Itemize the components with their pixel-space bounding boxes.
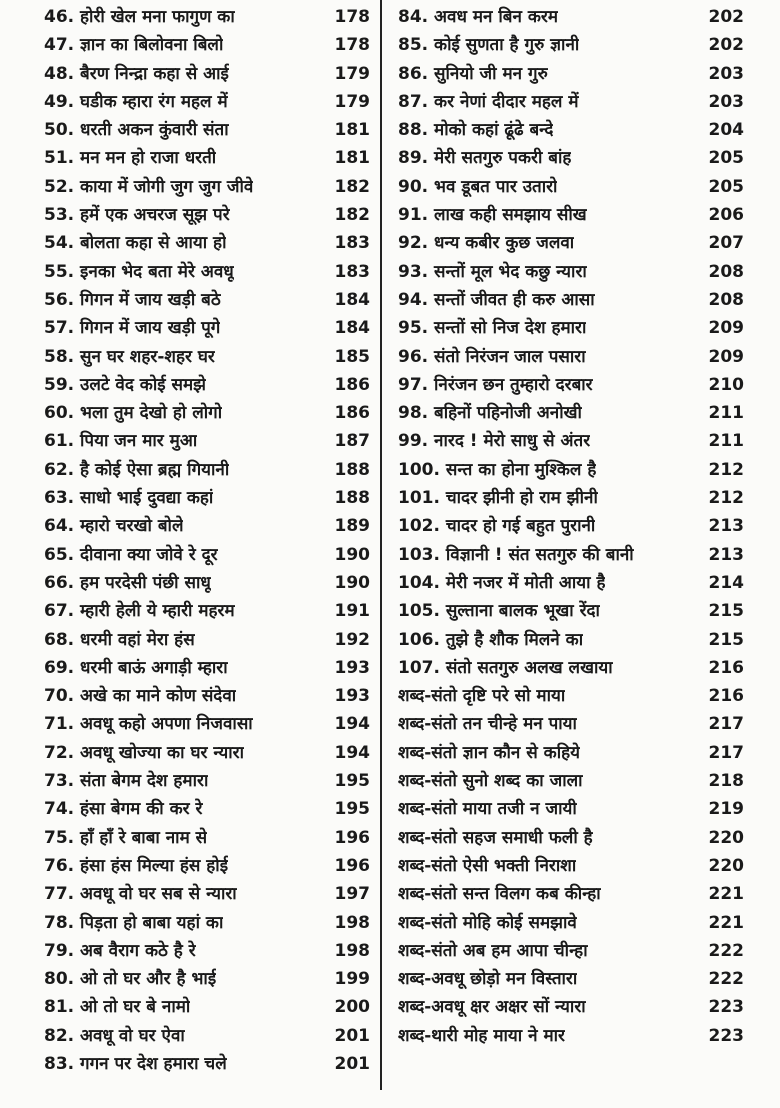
toc-entry-title: 99. नारद ! मेरो साधु से अंतर <box>398 431 591 452</box>
toc-entry-title: 65. दीवाना क्या जोवे रे दूर <box>44 544 218 565</box>
toc-entry-page: 214 <box>708 572 744 593</box>
toc-entry-title: 94. सन्तों जीवत ही करु आसा <box>398 289 595 310</box>
toc-entry-page: 183 <box>334 261 370 282</box>
toc-entry-page: 201 <box>334 1053 370 1074</box>
toc-entry-title: 105. सुल्ताना बालक भूखा रेंदा <box>398 601 600 622</box>
toc-entry-page: 186 <box>334 403 370 424</box>
toc-entry <box>398 569 744 597</box>
toc-entry-title: 102. चादर हो गई बहुत पुरानी <box>398 516 596 537</box>
toc-entry <box>44 824 370 852</box>
toc-entry <box>398 852 744 880</box>
toc-entry-title: 88. मोको कहां ढूंढे बन्दे <box>398 120 554 141</box>
toc-entry-title: 49. घडीक म्हारा रंग महल में <box>44 91 228 112</box>
toc-entry <box>44 399 370 427</box>
toc-entry-title: 58. सुन घर शहर-शहर घर <box>44 346 215 367</box>
toc-entry-title: 98. बहिनों पहिनोजी अनोखी <box>398 403 582 424</box>
toc-entry-title: 83. गगन पर देश हमारा चले <box>44 1053 227 1074</box>
toc-entry-page: 211 <box>708 403 744 424</box>
toc-entry-page: 190 <box>334 544 370 565</box>
toc-entry-title: शब्द-संतो अब हम आपा चीन्हा <box>398 940 588 961</box>
toc-entry-page: 205 <box>708 148 744 169</box>
toc-entry-title: 57. गिगन में जाय खड़ी पूगे <box>44 318 221 339</box>
toc-entry-page: 206 <box>708 205 744 226</box>
toc-entry-page: 222 <box>708 969 744 990</box>
toc-entry-title: 82. अवधू वो घर ऐवा <box>44 1025 185 1046</box>
toc-entry <box>398 597 744 625</box>
toc-entry-title: शब्द-अवधू छोड़ो मन विस्तारा <box>398 969 578 990</box>
toc-entry <box>398 116 744 144</box>
toc-entry-title: 75. हाँ हाँ रे बाबा नाम से <box>44 827 208 848</box>
toc-entry <box>398 965 744 993</box>
toc-entry <box>398 739 744 767</box>
toc-entry-page: 218 <box>708 771 744 792</box>
toc-entry-page: 221 <box>708 912 744 933</box>
toc-entry-page: 186 <box>334 374 370 395</box>
toc-entry-page: 184 <box>334 318 370 339</box>
toc-entry <box>44 88 370 116</box>
toc-entry-page: 221 <box>708 884 744 905</box>
toc-entry-page: 220 <box>708 827 744 848</box>
toc-entry <box>398 144 744 172</box>
toc-entry-title: 48. बैरण निन्द्रा कहा से आई <box>44 63 229 84</box>
toc-entry <box>398 484 744 512</box>
toc-entry-title: 107. संतो सतगुरु अलख लखाया <box>398 657 613 678</box>
toc-entry-title: शब्द-संतो सहज समाधी फली है <box>398 827 593 848</box>
toc-entry-title: 74. हंसा बेगम की कर रे <box>44 799 203 820</box>
toc-entry-page: 192 <box>334 629 370 650</box>
toc-entry-page: 202 <box>708 7 744 27</box>
toc-entry-page: 213 <box>708 516 744 537</box>
toc-entry-title: 47. ज्ञान का बिलोवना बिलो <box>44 35 224 56</box>
toc-entry <box>44 682 370 710</box>
toc-entry-title: 95. सन्तों सो निज देश हमारा <box>398 318 587 339</box>
toc-entry <box>44 3 370 31</box>
toc-entry-title: 77. अवधू वो घर सब से न्यारा <box>44 884 237 905</box>
toc-entry-title: 54. बोलता कहा से आया हो <box>44 233 227 254</box>
toc-entry <box>44 173 370 201</box>
toc-entry <box>398 88 744 116</box>
toc-entry <box>44 852 370 880</box>
toc-entry <box>44 456 370 484</box>
toc-entry-page: 195 <box>334 799 370 820</box>
toc-entry <box>398 60 744 88</box>
toc-entry <box>44 427 370 455</box>
toc-entry-page: 215 <box>708 601 744 622</box>
toc-entry <box>398 682 744 710</box>
toc-entry <box>398 286 744 314</box>
toc-entry <box>44 937 370 965</box>
toc-entry-page: 210 <box>708 374 744 395</box>
toc-entry <box>398 795 744 823</box>
toc-entry-page: 211 <box>708 431 744 452</box>
toc-entry-page: 178 <box>334 35 370 56</box>
toc-entry-page: 179 <box>334 63 370 84</box>
toc-entry-page: 187 <box>334 431 370 452</box>
toc-entry-page: 199 <box>334 969 370 990</box>
column-divider <box>380 0 382 1090</box>
toc-entry-title: 64. म्हारो चरखो बोले <box>44 516 184 537</box>
toc-entry-page: 184 <box>334 289 370 310</box>
toc-entry <box>398 258 744 286</box>
toc-entry <box>44 909 370 937</box>
toc-entry <box>398 3 744 31</box>
toc-entry-title: 52. काया में जोगी जुग जुग जीवे <box>44 176 254 197</box>
toc-entry <box>398 399 744 427</box>
toc-entry-title: 53. हमें एक अचरज सूझ परे <box>44 205 230 226</box>
toc-entry-title: 89. मेरी सतगुरु पकरी बांह <box>398 148 572 169</box>
toc-entry <box>44 739 370 767</box>
toc-entry-page: 208 <box>708 289 744 310</box>
toc-entry-title: 96. संतो निरंजन जाल पसारा <box>398 346 586 367</box>
toc-entry <box>398 880 744 908</box>
toc-entry <box>398 824 744 852</box>
toc-entry-title: 70. अखे का माने कोण संदेवा <box>44 686 237 707</box>
toc-entry <box>44 965 370 993</box>
toc-entry <box>44 229 370 257</box>
toc-entry-page: 190 <box>334 572 370 593</box>
toc-entry-page: 212 <box>708 459 744 480</box>
toc-entry-title: 97. निरंजन छन तुम्हारो दरबार <box>398 374 593 395</box>
toc-entry-title: 81. ओ तो घर बे नामो <box>44 997 191 1018</box>
toc-entry-page: 207 <box>708 233 744 254</box>
contents-left-column <box>44 3 370 1078</box>
toc-entry <box>44 767 370 795</box>
toc-entry-page: 209 <box>708 318 744 339</box>
toc-entry-title: 106. तुझे है शौक मिलने का <box>398 629 584 650</box>
toc-entry-title: 72. अवधू खोज्या का घर न्यारा <box>44 742 244 763</box>
toc-entry-page: 215 <box>708 629 744 650</box>
toc-entry-title: 71. अवधू कहो अपणा निजवासा <box>44 714 253 735</box>
toc-entry <box>398 427 744 455</box>
toc-entry-page: 194 <box>334 742 370 763</box>
toc-entry-page: 220 <box>708 855 744 876</box>
toc-entry <box>398 909 744 937</box>
toc-entry <box>44 116 370 144</box>
toc-entry-title: 80. ओ तो घर और है भाई <box>44 969 217 990</box>
toc-entry-title: 90. भव डूबत पार उतारो <box>398 176 558 197</box>
toc-entry <box>44 654 370 682</box>
toc-entry-title: 59. उलटे वेद कोई समझे <box>44 374 206 395</box>
toc-entry <box>44 512 370 540</box>
toc-entry-title: 62. है कोई ऐसा ब्रह्म गियानी <box>44 459 230 480</box>
toc-entry-page: 193 <box>334 657 370 678</box>
toc-entry-page: 204 <box>708 120 744 141</box>
toc-entry-title: 66. हम परदेसी पंछी साधू <box>44 572 211 593</box>
toc-entry-page: 205 <box>708 176 744 197</box>
toc-entry-page: 203 <box>708 63 744 84</box>
toc-entry-page: 182 <box>334 205 370 226</box>
toc-entry <box>398 654 744 682</box>
toc-entry-title: 84. अवध मन बिन करम <box>398 7 559 27</box>
toc-entry-page: 202 <box>708 35 744 56</box>
toc-entry-title: 67. म्हारी हेली ये म्हारी महरम <box>44 601 235 622</box>
toc-entry <box>44 1022 370 1050</box>
toc-entry <box>398 626 744 654</box>
toc-entry-page: 198 <box>334 912 370 933</box>
toc-entry-title: 86. सुनियो जी मन गुरु <box>398 63 548 84</box>
toc-entry-page: 188 <box>334 488 370 509</box>
toc-entry <box>44 597 370 625</box>
toc-entry <box>44 541 370 569</box>
toc-entry <box>398 201 744 229</box>
toc-entry <box>44 569 370 597</box>
toc-entry-page: 212 <box>708 488 744 509</box>
contents-right-column <box>398 3 744 1050</box>
toc-entry-page: 193 <box>334 686 370 707</box>
toc-entry <box>44 993 370 1021</box>
toc-entry <box>398 993 744 1021</box>
toc-entry-title: 85. कोई सुणता है गुरु ज्ञानी <box>398 35 580 56</box>
toc-entry <box>44 1050 370 1078</box>
toc-entry-title: 69. धरमी बाऊं अगाड़ी म्हारा <box>44 657 228 678</box>
toc-entry-page: 213 <box>708 544 744 565</box>
toc-entry-title: शब्द-संतो सन्त विलग कब कीन्हा <box>398 884 601 905</box>
toc-entry-title: 78. पिड़ता हो बाबा यहां का <box>44 912 224 933</box>
toc-entry-page: 189 <box>334 516 370 537</box>
toc-entry <box>44 343 370 371</box>
toc-entry-page: 194 <box>334 714 370 735</box>
toc-entry <box>398 1022 744 1050</box>
toc-entry <box>398 937 744 965</box>
toc-entry-page: 208 <box>708 261 744 282</box>
toc-entry-title: 79. अब वैराग कठे है रे <box>44 940 196 961</box>
toc-entry <box>44 60 370 88</box>
toc-entry-page: 183 <box>334 233 370 254</box>
toc-entry <box>44 626 370 654</box>
toc-entry-title: शब्द-संतो दृष्टि परे सो माया <box>398 686 566 707</box>
toc-entry-page: 181 <box>334 120 370 141</box>
toc-entry <box>398 229 744 257</box>
toc-entry-title: 91. लाख कही समझाय सीख <box>398 205 587 226</box>
toc-entry-page: 216 <box>708 686 744 707</box>
toc-entry-title: 55. इनका भेद बता मेरे अवधू <box>44 261 234 282</box>
toc-entry-page: 179 <box>334 91 370 112</box>
toc-entry <box>398 31 744 59</box>
toc-entry <box>398 512 744 540</box>
toc-entry-page: 196 <box>334 827 370 848</box>
toc-entry-title: 100. सन्त का होना मुश्किल है <box>398 459 597 480</box>
toc-entry <box>44 795 370 823</box>
toc-entry-title: 104. मेरी नजर में मोती आया है <box>398 572 606 593</box>
toc-entry-title: 50. धरती अकन कुंवारी संता <box>44 120 229 141</box>
toc-entry-page: 223 <box>708 997 744 1018</box>
toc-entry-page: 198 <box>334 940 370 961</box>
toc-entry <box>398 343 744 371</box>
toc-entry-title: 101. चादर झीनी हो राम झीनी <box>398 488 598 509</box>
toc-entry-title: 73. संता बेगम देश हमारा <box>44 771 209 792</box>
toc-entry-title: 68. धरमी वहां मेरा हंस <box>44 629 195 650</box>
toc-entry-page: 201 <box>334 1025 370 1046</box>
toc-entry-title: 63. साधो भाई दुवद्या कहां <box>44 488 214 509</box>
toc-entry <box>398 767 744 795</box>
toc-entry-title: 56. गिगन में जाय खड़ी बठे <box>44 289 221 310</box>
toc-entry-title: शब्द-थारी मोह माया ने मार <box>398 1025 565 1046</box>
toc-entry-page: 219 <box>708 799 744 820</box>
toc-entry-page: 182 <box>334 176 370 197</box>
toc-entry-title: 51. मन मन हो राजा धरती <box>44 148 217 169</box>
toc-entry-page: 181 <box>334 148 370 169</box>
toc-entry <box>44 314 370 342</box>
toc-entry <box>44 31 370 59</box>
toc-entry-page: 191 <box>334 601 370 622</box>
toc-entry-page: 200 <box>334 997 370 1018</box>
toc-entry-title: 61. पिया जन मार मुआ <box>44 431 198 452</box>
toc-entry-title: शब्द-संतो मोहि कोई समझावे <box>398 912 577 933</box>
toc-entry <box>398 173 744 201</box>
toc-entry-title: शब्द-अवधू क्षर अक्षर सों न्यारा <box>398 997 586 1018</box>
toc-entry-page: 222 <box>708 940 744 961</box>
toc-entry <box>398 541 744 569</box>
toc-entry-title: शब्द-संतो ऐसी भक्ती निराशा <box>398 855 577 876</box>
toc-entry-title: शब्द-संतो ज्ञान कौन से कहिये <box>398 742 581 763</box>
toc-entry-page: 203 <box>708 91 744 112</box>
toc-entry-title: 46. होरी खेल मना फागुण का <box>44 7 235 27</box>
toc-entry <box>44 371 370 399</box>
toc-entry <box>44 484 370 512</box>
toc-entry <box>398 456 744 484</box>
toc-entry-title: 103. विज्ञानी ! संत सतगुरु की बानी <box>398 544 634 565</box>
toc-entry-page: 217 <box>708 714 744 735</box>
toc-entry-page: 185 <box>334 346 370 367</box>
toc-entry <box>398 314 744 342</box>
toc-entry <box>44 710 370 738</box>
toc-entry <box>398 710 744 738</box>
toc-entry-title: 76. हंसा हंस मिल्या हंस होई <box>44 855 229 876</box>
toc-entry-title: शब्द-संतो सुनो शब्द का जाला <box>398 771 583 792</box>
toc-entry-page: 216 <box>708 657 744 678</box>
toc-entry <box>44 286 370 314</box>
toc-entry-page: 196 <box>334 855 370 876</box>
toc-entry <box>398 371 744 399</box>
toc-entry <box>44 258 370 286</box>
toc-entry-page: 188 <box>334 459 370 480</box>
toc-entry-title: शब्द-संतो तन चीन्हे मन पाया <box>398 714 577 735</box>
toc-entry-page: 209 <box>708 346 744 367</box>
toc-entry-title: 92. धन्य कबीर कुछ जलवा <box>398 233 575 254</box>
toc-entry-title: शब्द-संतो माया तजी न जायी <box>398 799 577 820</box>
toc-entry-title: 87. कर नेणां दीदार महल में <box>398 91 579 112</box>
toc-entry <box>44 201 370 229</box>
toc-entry-page: 197 <box>334 884 370 905</box>
toc-entry-page: 217 <box>708 742 744 763</box>
toc-entry-page: 195 <box>334 771 370 792</box>
toc-entry <box>44 144 370 172</box>
toc-entry-page: 223 <box>708 1025 744 1046</box>
toc-entry-title: 60. भला तुम देखो हो लोगो <box>44 403 223 424</box>
toc-entry-title: 93. सन्तों मूल भेद कछु न्यारा <box>398 261 587 282</box>
toc-entry-page: 178 <box>334 7 370 27</box>
toc-entry <box>44 880 370 908</box>
